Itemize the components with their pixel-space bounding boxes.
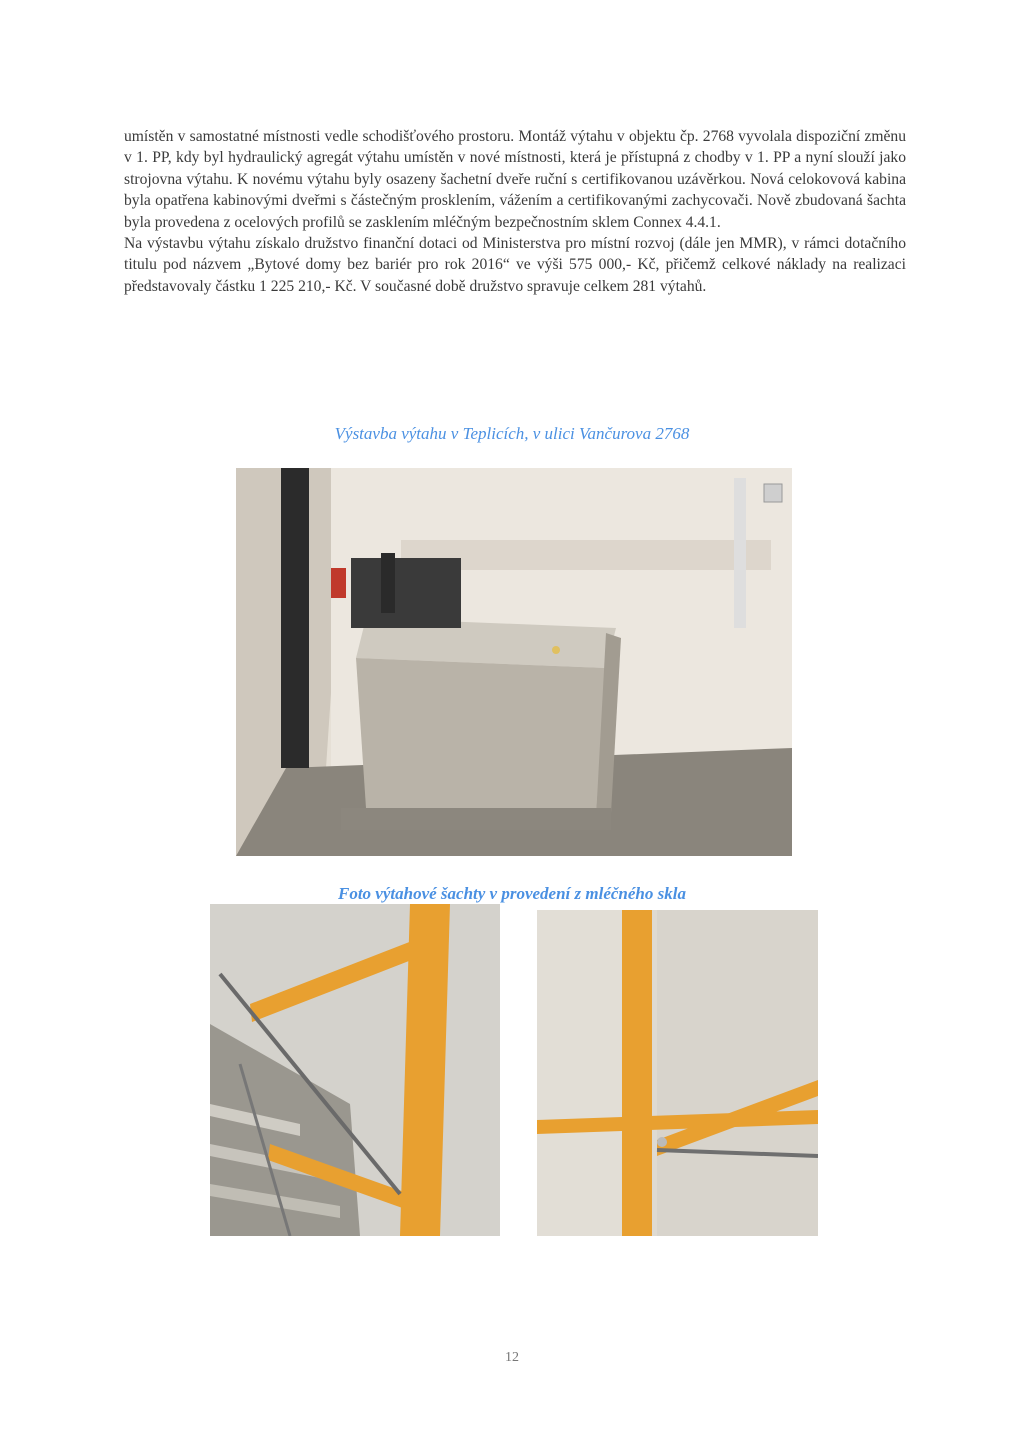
photo-caption-2: Foto výtahové šachty v provedení z mléčného skla <box>338 884 686 903</box>
body-text <box>124 126 906 297</box>
page-number: 12 <box>505 1350 519 1365</box>
machine-room-illustration <box>236 468 792 856</box>
photo-caption-1: Výstavba výtahu v Teplicích, v ulici Vančurova 2768 <box>334 424 690 443</box>
machine-room-photo <box>236 468 792 856</box>
paragraph-2: Na výstavbu výtahu získalo družstvo finanční dotaci od Ministerstva pro místní rozvoj (dále jen MMR), v rámci dotačního titulu pod názvem „Bytové domy bez bariér pro rok 2016“ ve výši 575 000,- Kč, přičemž celkové náklady na realizaci představovaly částku 1 225 210,- Kč. V současné době družstvo spravuje celkem 281 výtahů. <box>124 235 906 295</box>
shaft-stairs-illustration <box>210 904 500 1236</box>
shaft-glass-illustration <box>537 910 818 1236</box>
paragraph-1: umístěn v samostatné místnosti vedle schodišťového prostoru. Montáž výtahu v objektu čp. 2768 vyvolala dispoziční změnu v 1. PP, kdy byl hydraulický agregát výtahu umístěn v nové místnosti, která je přístupná z chodby v 1. PP a nyní slouží jako strojovna výtahu. K novému výtahu byly osazeny šachetní dveře ruční s certifikovanou uzávěrkou. Nová celokovová kabina byla opatřena kabinovými dveřmi s částečným prosklením, vážením a certifikovanými zachycovači. Nově zbudovaná šachta byla provedena z ocelových profilů se zasklením mléčným bezpečnostním sklem Connex 4.4.1. <box>124 128 906 231</box>
shaft-glass-photo <box>537 910 818 1236</box>
shaft-stairs-photo <box>210 904 500 1236</box>
